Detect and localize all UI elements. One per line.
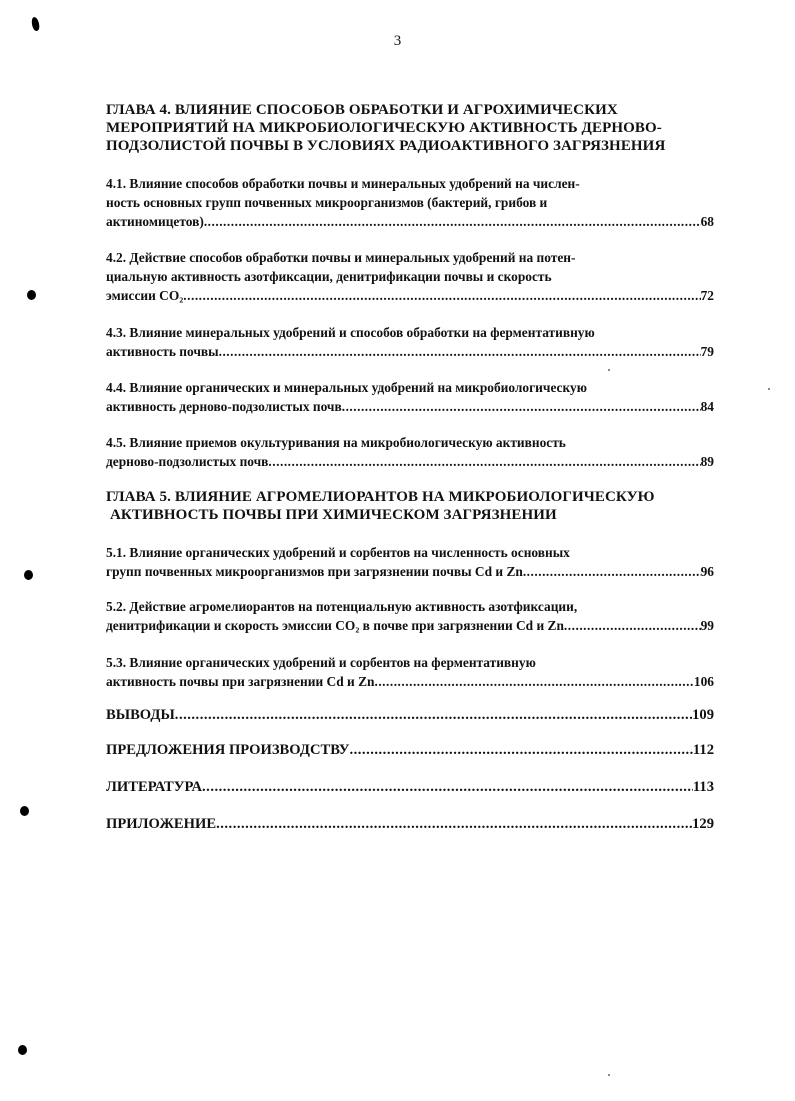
- page-ref: 89: [700, 454, 714, 469]
- toc-entry-line: 4.1. Влияние способов обработки почвы и минеральных удобрений на числен-: [106, 176, 580, 191]
- toc-entry-line: 4.4. Влияние органических и минеральных удобрений на микробиологическую: [106, 380, 587, 395]
- page-ref: 99: [700, 618, 714, 633]
- dot-leader: [523, 562, 701, 581]
- dot-leader: [374, 672, 693, 691]
- toc-entry-text: денитрификации и скорость эмиссии CO₂ в почве при загрязнении Cd и Zn: [106, 618, 564, 633]
- toc-entry-last-line: [106, 212, 714, 231]
- scan-speck: [768, 388, 770, 390]
- dot-leader: [342, 397, 701, 416]
- toc-entry-last-line: [106, 286, 714, 305]
- toc-entry-last-line: [106, 778, 714, 797]
- page-ref: 68: [700, 214, 714, 229]
- page-ref: 84: [700, 399, 714, 414]
- page-ref: 113: [692, 779, 714, 795]
- toc-entry-4-4[interactable]: [106, 378, 714, 416]
- toc-entry-last-line: [106, 452, 714, 471]
- toc-entry-text: групп почвенных микроорганизмов при загрязнении почвы Cd и Zn: [106, 564, 523, 579]
- toc-entry-line: 4.2. Действие способов обработки почвы и минеральных удобрений на потен-: [106, 250, 576, 265]
- toc-entry-text: актиномицетов): [106, 214, 204, 229]
- toc-entry-text: эмиссии CO₂: [106, 288, 184, 303]
- chapter-4-heading-line: ПОДЗОЛИСТОЙ ПОЧВЫ В УСЛОВИЯХ РАДИОАКТИВНОГО ЗАГРЯЗНЕНИЯ: [106, 138, 666, 154]
- toc-entry-text: активность почвы: [106, 344, 219, 359]
- toc-entry-4-3[interactable]: [106, 323, 714, 361]
- toc-entry-5-1[interactable]: [106, 543, 714, 581]
- toc-entry-last-line: [106, 616, 714, 635]
- dot-leader: [202, 778, 693, 797]
- chapter-4-heading-line: МЕРОПРИЯТИЙ НА МИКРОБИОЛОГИЧЕСКУЮ АКТИВНОСТЬ ДЕРНОВО-: [106, 120, 662, 136]
- chapter-4-heading-line: ГЛАВА 4. ВЛИЯНИЕ СПОСОБОВ ОБРАБОТКИ И АГРОХИМИЧЕСКИХ: [106, 102, 618, 118]
- page-ref: 79: [700, 344, 714, 359]
- dot-leader: [175, 706, 692, 725]
- toc-entry-4-2[interactable]: [106, 248, 714, 305]
- chapter-5-heading: [106, 488, 706, 524]
- toc-entry-text: дерново-подзолистых почв: [106, 454, 269, 469]
- chapter-5-heading-line: ГЛАВА 5. ВЛИЯНИЕ АГРОМЕЛИОРАНТОВ НА МИКРОБИОЛОГИЧЕСКУЮ: [106, 489, 655, 505]
- toc-entry-last-line: [106, 815, 714, 834]
- toc-entry-line: 5.3. Влияние органических удобрений и сорбентов на ферментативную: [106, 655, 536, 670]
- toc-entry-last-line: [106, 672, 714, 691]
- toc-entry-line: ность основных групп почвенных микроорганизмов (бактерий, грибов и: [106, 195, 548, 210]
- scan-speck: [608, 369, 610, 371]
- scan-mark: [18, 1045, 27, 1055]
- toc-entry-line: циальную активность азотфиксации, денитрификации почвы и скорость: [106, 269, 552, 284]
- toc-entry-line: 4.3. Влияние минеральных удобрений и способов обработки на ферментативную: [106, 325, 595, 340]
- toc-entry-text: ЛИТЕРАТУРА: [106, 779, 203, 795]
- dot-leader: [216, 815, 692, 834]
- dot-leader: [349, 741, 692, 760]
- dot-leader: [564, 616, 701, 635]
- toc-entry-text: активность дерново-подзолистых почв: [106, 399, 342, 414]
- toc-entry-4-1[interactable]: [106, 174, 714, 231]
- toc-entry-last-line: [106, 706, 714, 725]
- dot-leader: [183, 286, 700, 305]
- page-ref: 129: [692, 816, 714, 832]
- page-number: 3: [393, 33, 402, 49]
- toc-entry-line: 5.2. Действие агромелиорантов на потенциальную активность азотфиксации,: [106, 599, 578, 614]
- chapter-5-heading-line: АКТИВНОСТЬ ПОЧВЫ ПРИ ХИМИЧЕСКОМ ЗАГРЯЗНЕНИИ: [110, 507, 557, 523]
- toc-entry-text: ВЫВОДЫ: [106, 707, 175, 723]
- toc-entry-5-2[interactable]: [106, 597, 714, 635]
- toc-entry-5-3[interactable]: [106, 653, 714, 691]
- scan-mark: [20, 806, 29, 816]
- toc-entry-text: ПРИЛОЖЕНИЕ: [106, 816, 217, 832]
- toc-entry-line: 4.5. Влияние приемов окультуривания на микробиологическую активность: [106, 435, 566, 450]
- toc-entry-last-line: [106, 741, 714, 760]
- page-ref: 96: [700, 564, 714, 579]
- page-ref: 109: [692, 707, 714, 723]
- toc-entry-appendix[interactable]: [106, 815, 714, 834]
- toc-entry-literature[interactable]: [106, 778, 714, 797]
- toc-entry-recommendations[interactable]: [106, 741, 714, 760]
- toc-entry-last-line: [106, 342, 714, 361]
- toc-entry-4-5[interactable]: [106, 433, 714, 471]
- dot-leader: [268, 452, 700, 471]
- page-ref: 72: [700, 288, 714, 303]
- dot-leader: [204, 212, 701, 231]
- scan-speck: [608, 1074, 610, 1076]
- toc-entry-line: 5.1. Влияние органических удобрений и сорбентов на численность основных: [106, 545, 570, 560]
- scan-mark: [31, 16, 41, 31]
- toc-entry-last-line: [106, 397, 714, 416]
- dot-leader: [219, 342, 701, 361]
- toc-entry-conclusions[interactable]: [106, 706, 714, 725]
- toc-entry-last-line: [106, 562, 714, 581]
- scan-mark: [27, 290, 36, 300]
- page-ref: 112: [692, 742, 714, 758]
- scan-mark: [24, 570, 33, 580]
- toc-entry-text: активность почвы при загрязнении Cd и Zn: [106, 674, 375, 689]
- page-ref: 106: [693, 674, 714, 689]
- toc-entry-text: ПРЕДЛОЖЕНИЯ ПРОИЗВОДСТВУ: [106, 742, 350, 758]
- chapter-4-heading: [106, 101, 706, 155]
